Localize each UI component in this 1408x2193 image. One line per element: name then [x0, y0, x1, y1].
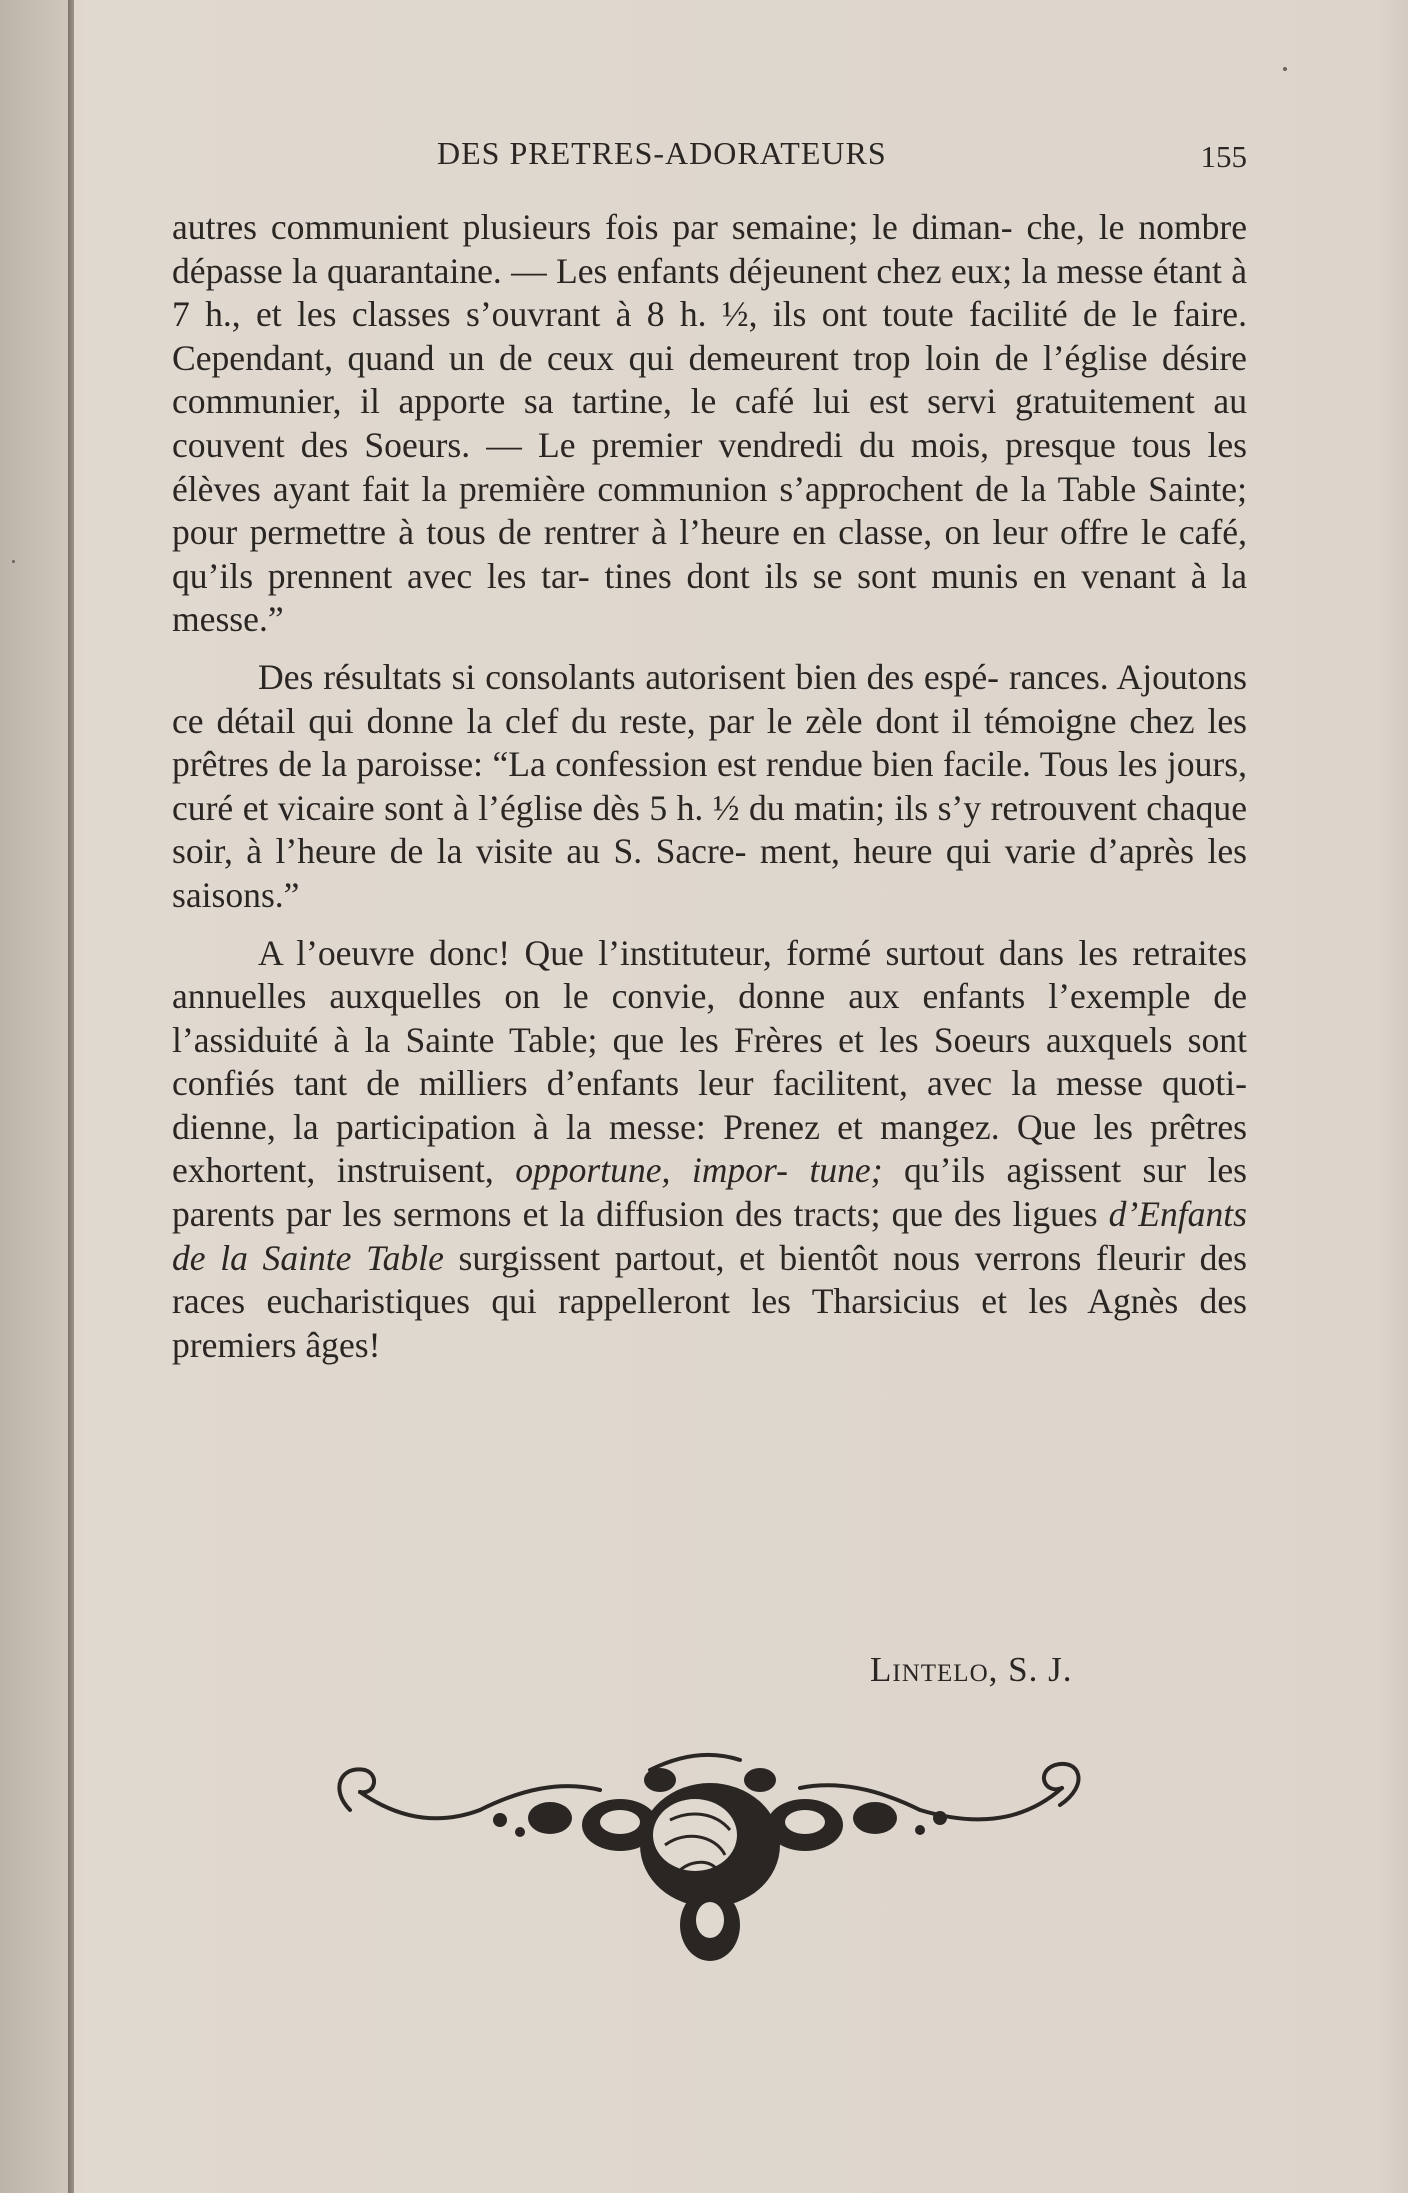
- text-line: fait la première communion s’approchent de la Table: [361, 468, 1137, 509]
- italic-phrase: opportune, impor-: [515, 1150, 788, 1191]
- text-line: dienne, la participation à la messe: Prenez et mangez.: [172, 1106, 1000, 1147]
- text-line: lui est servi gratuitement au couvent des Soeurs. — Le: [172, 381, 1248, 465]
- author-signature: Lintelo, S. J.: [870, 1650, 1073, 1689]
- text-line: surgissent partout, et bientôt nous verrons: [443, 1237, 1082, 1278]
- text-line: Cependant, quand un de ceux qui demeurent trop loin de: [172, 337, 1029, 378]
- text-line: milliers d’enfants leur facilitent, avec la messe quoti-: [418, 1063, 1247, 1104]
- italic-phrase: Sainte Table: [262, 1237, 444, 1278]
- text-line: classe, on leur offre le café, qu’ils prennent avec les tar-: [172, 512, 1247, 596]
- running-head: [172, 135, 1247, 185]
- text-line: che, le nombre dépasse la quarantaine. — Les enfants: [172, 207, 1247, 291]
- running-head-title: DES PRETRES-ADORATEURS: [437, 135, 887, 171]
- binding-gutter: [68, 0, 74, 2193]
- text-line: dans les retraites annuelles auxquelles on le convie, donne: [172, 932, 1247, 1017]
- text-line: aux enfants l’exemple de l’assiduité à la Sainte Table;: [172, 976, 1247, 1060]
- text-line: Tharsicius et les Agnès des premiers âges!: [172, 1281, 1247, 1365]
- page-number: 155: [1200, 139, 1247, 174]
- text-line: premier vendredi du mois, presque tous les élèves ayant: [172, 424, 1247, 509]
- text-line: le zèle dont il témoigne chez les prêtres de la paroisse:: [172, 700, 1247, 785]
- paragraph-1: [172, 206, 1247, 642]
- text-line: Sainte; pour permettre à tous de rentrer à l’heure en: [172, 468, 1247, 553]
- text-line: Des résultats si consolants autorisent bien des espé-: [258, 656, 999, 697]
- italic-phrase: d’Enfants de la: [172, 1194, 1247, 1278]
- paragraph-2: [172, 656, 1247, 918]
- text-line: l’église désire communier, il apporte sa tartine, le café: [172, 337, 1247, 422]
- body-text: [172, 206, 1247, 1367]
- paragraph-3: [172, 932, 1247, 1368]
- binding-shadow: [0, 0, 68, 2193]
- text-line: tines dont ils se sont munis en venant à la messe.”: [172, 555, 1247, 640]
- italic-phrase: tune;: [809, 1150, 883, 1191]
- text-line: Que les prêtres exhortent, instruisent,: [172, 1106, 1247, 1191]
- floral-ornament-icon: [320, 1730, 1100, 1970]
- text-line: retrouvent chaque soir, à l’heure de la visite au S. Sacre-: [172, 787, 1247, 872]
- paper-speck: [12, 560, 15, 563]
- text-line: s’ouvrant à 8 h. ½, ils ont toute facilité de le faire.: [465, 294, 1247, 335]
- text-line: qu’ils agissent sur les parents par les sermons et la: [172, 1150, 1247, 1235]
- text-line: autres communient plusieurs fois par semaine; le diman-: [172, 207, 1013, 247]
- text-line: fleurir des races eucharistiques qui rappelleront les: [172, 1237, 1247, 1322]
- text-line: ment, heure qui varie d’après les saisons.”: [172, 831, 1247, 915]
- text-line: A l’oeuvre donc! Que l’instituteur, formé surtout: [258, 932, 985, 973]
- text-line: diffusion des tracts; que des ligues: [596, 1194, 1109, 1235]
- text-line: curé et vicaire sont à l’église dès 5 h. ½ du matin; ils s’y: [172, 787, 982, 828]
- text-line: rances. Ajoutons ce détail qui donne la clef du reste, par: [172, 656, 1247, 741]
- text-line: “La confession est rendue bien facile. Tous les jours,: [492, 744, 1247, 785]
- text-line: que les Frères et les Soeurs auxquels sont confiés tant de: [172, 1019, 1247, 1104]
- text-line: déjeunent chez eux; la messe étant à 7 h., et les classes: [172, 250, 1248, 335]
- paper-speck: [1283, 67, 1287, 71]
